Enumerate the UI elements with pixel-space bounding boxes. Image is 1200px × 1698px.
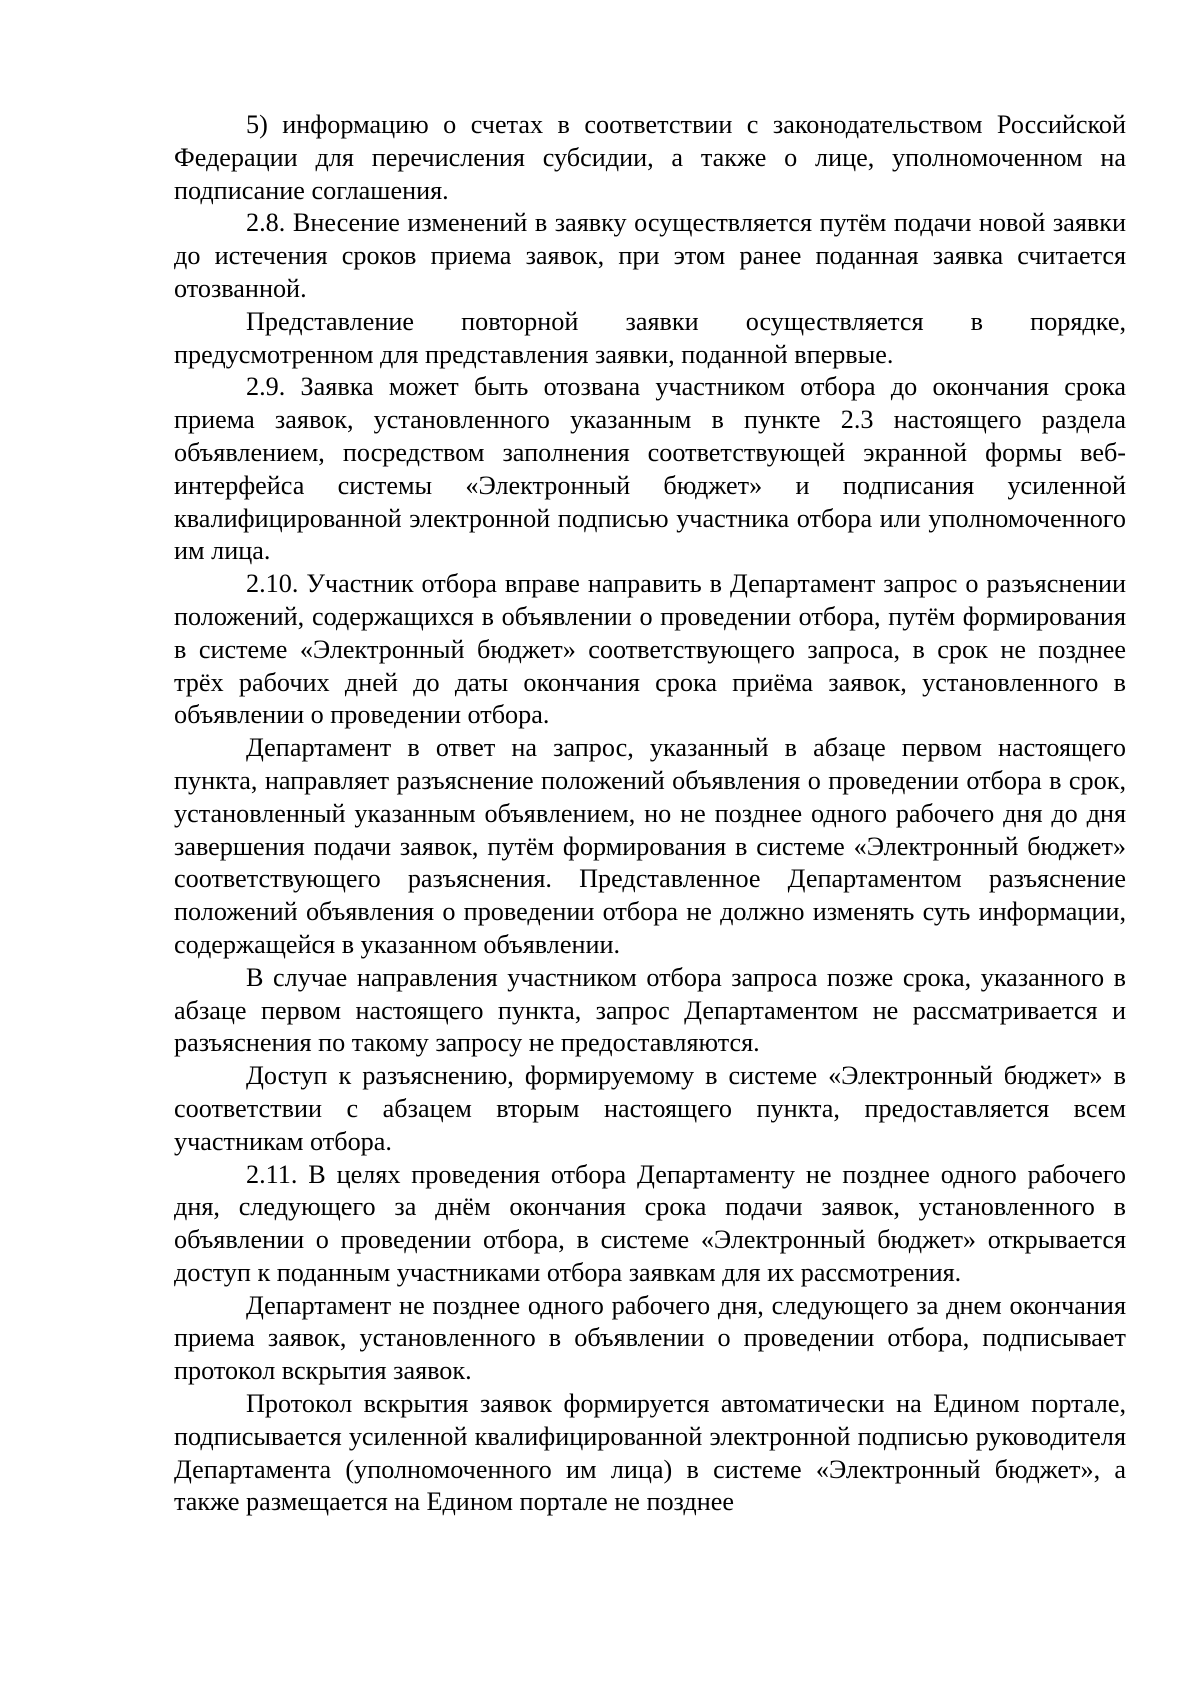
paragraph-2-10: 2.10. Участник отбора вправе направить в Департамент запрос о разъяснении положений, содержащихся в объявлении о проведении отбора, путём формирования в системе «Электронный бюджет» соответствующего запроса, в срок не позднее трёх рабочих дней до даты окончания срока приёма заявок, установленного в объявлении о проведении отбора. — [174, 569, 1126, 730]
paragraph-late-request: В случае направления участником отбора запроса позже срока, указанного в абзаце первом настоящего пункта, запрос Департаментом не рассматривается и разъяснения по такому запросу не предоставляются. — [174, 962, 1126, 1058]
paragraph-department-response: Департамент в ответ на запрос, указанный в абзаце первом настоящего пункта, направляет разъяснение положений объявления о проведении отбора в срок, установленный указанным объявлением, но не позднее одного рабочего дня до дня завершения подачи заявок, путём формирования в системе «Электронный бюджет» соответствующего разъяснения. Представленное Департаментом разъяснение положений объявления о проведении отбора не должно изменять суть информации, содержащейся в указанном объявлении. — [174, 733, 1126, 959]
paragraph-opening-protocol-form: Протокол вскрытия заявок формируется автоматически на Едином портале, подписывается усиленной квалифицированной электронной подписью руководителя Департамента (уполномоченного им лица) в системе «Электронный бюджет», а также размещается на Едином портале не позднее — [174, 1389, 1126, 1517]
paragraph-2-11: 2.11. В целях проведения отбора Департаменту не позднее одного рабочего дня, следующего за днём окончания срока подачи заявок, установленного в объявлении о проведении отбора, в системе «Электронный бюджет» открывается доступ к поданным участниками отбора заявкам для их рассмотрения. — [174, 1159, 1126, 1287]
paragraph-item-5-info: 5) информацию о счетах в соответствии с законодательством Российской Федерации для перечисления субсидии, а также о лице, уполномоченном на подписание соглашения. — [174, 110, 1126, 205]
paragraph-2-8: 2.8. Внесение изменений в заявку осуществляется путём подачи новой заявки до истечения сроков приема заявок, при этом ранее поданная заявка считается отозванной. — [174, 208, 1126, 303]
document-page — [174, 109, 1126, 1519]
paragraph-2-9: 2.9. Заявка может быть отозвана участником отбора до окончания срока приема заявок, установленного указанным в пункте 2.3 настоящего раздела объявлением, посредством заполнения соответствующей экранной формы веб-интерфейса системы «Электронный бюджет» и подписания усиленной квалифицированной электронной подписью участника отбора или уполномоченного им лица. — [174, 372, 1126, 566]
paragraph-opening-protocol-sign: Департамент не позднее одного рабочего дня, следующего за днем окончания приема заявок, установленного в объявлении о проведении отбора, подписывает протокол вскрытия заявок. — [174, 1290, 1126, 1386]
paragraph-resubmission: Представление повторной заявки осуществляется в порядке, предусмотренном для представления заявки, поданной впервые. — [174, 306, 1126, 369]
paragraph-access-clarification: Доступ к разъяснению, формируемому в системе «Электронный бюджет» в соответствии с абзацем вторым настоящего пункта, предоставляется всем участникам отбора. — [174, 1061, 1126, 1156]
